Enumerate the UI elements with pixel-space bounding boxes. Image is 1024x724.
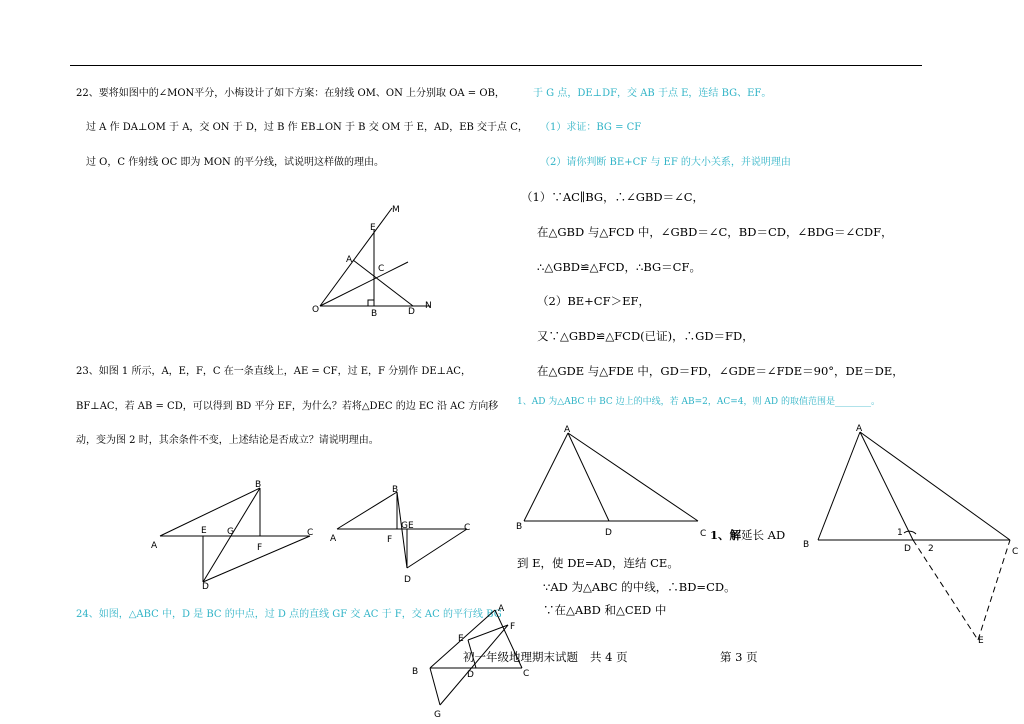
segment-ab (818, 432, 860, 540)
q23-line2: BF⊥AC，若 AB = CD，可以得到 BD 平分 EF，为什么？若将△DEC 的边 EC 沿 AC 方向移 (76, 401, 499, 412)
left-label-c: C (700, 529, 707, 539)
q23-figure-2 (325, 480, 485, 590)
q22-line1: 22、要将如图中的∠MON平分，小梅设计了如下方案：在射线 OM、ON 上分别取 OA = OB， (76, 88, 505, 99)
q23-line3: 动，变为图 2 时，其余条件不变，上述结论是否成立？请说明理由。 (76, 435, 379, 446)
q1-solution-a-bold: 1、解 (710, 528, 742, 542)
segment-ad (568, 433, 609, 521)
q22-line3: 过 O，C 作射线 OC 即为 MON 的平分线，试说明这样做的理由。 (86, 157, 384, 168)
segment-bg (430, 668, 440, 705)
label-e: E (370, 223, 376, 233)
right-label-c: C (1012, 547, 1019, 557)
q23-line1: 23、如图 1 所示，A，E，F，C 在一条直线上，AE = CF，过 E，F 分别作 DE⊥AC， (76, 366, 471, 377)
solution-step-6: 在△GDE 与△FDE 中，GD＝FD，∠GDE＝∠FDE＝90°，DE＝DE， (537, 364, 904, 378)
right-label-a: A (856, 424, 863, 434)
label-c: C (378, 264, 385, 274)
segment-gf (440, 625, 508, 705)
fig-label-e: E (458, 634, 464, 644)
q1-text: 1、AD 为△ABC 中 BC 边上的中线，若 AB=2，AC=4，则 AD 的取值范围是________。 (517, 397, 880, 407)
fig2-label-d: D (404, 575, 411, 585)
fig1-label-f: F (257, 543, 263, 553)
label-a: A (346, 255, 353, 265)
segment-de-dashed (913, 540, 978, 640)
fig1-label-d: D (202, 582, 209, 592)
fig2-label-c: C (464, 523, 471, 533)
q24-line1: 24、如图，△ABC 中，D 是 BC 的中点，过 D 点的直线 GF 交 AC 于 F，交 AC 的平行线 BG (76, 609, 502, 620)
segment-ce-dashed (978, 540, 1010, 640)
fig-label-f: F (510, 622, 516, 632)
right-angle-mark (368, 300, 374, 306)
footer-page-number: 第 3 页 (720, 650, 758, 664)
left-label-a: A (564, 425, 571, 435)
fig-label-b: B (412, 667, 419, 677)
right-label-d: D (904, 544, 911, 554)
segment-ab (524, 433, 568, 521)
angle-label-1: 1 (897, 528, 903, 538)
q24-line2: 于 G 点，DE⊥DF，交 AB 于点 E，连结 BG、EF。 (533, 88, 772, 99)
label-m: M (392, 205, 400, 215)
fig1-label-e: E (201, 526, 207, 536)
angle-label-2: 2 (928, 544, 934, 554)
footer-title: 初一年级地理期末试题 (463, 650, 578, 664)
fig-label-d: D (467, 670, 474, 680)
fig1-label-g: G (227, 527, 234, 537)
solution-step-4: （2）BE+CF＞EF， (537, 294, 650, 308)
left-label-b: B (516, 522, 523, 532)
ray-om (320, 208, 392, 306)
solution-step-2: 在△GBD 与△FCD 中，∠GBD＝∠C，BD＝CD，∠BDG＝∠CDF， (537, 225, 893, 239)
q1-solution-b: 延长 AD (741, 528, 786, 542)
q1-figure-left (512, 425, 712, 540)
label-o: O (312, 305, 320, 315)
segment-ab (337, 492, 397, 529)
footer-total-pages: 共 4 页 (590, 650, 628, 664)
label-b: B (371, 309, 378, 319)
q23-figure-1 (145, 475, 325, 590)
q1-solution-e: ∵在△ABD 和△CED 中 (543, 603, 667, 617)
fig1-label-a: A (151, 541, 158, 551)
q22-line2: 过 A 作 DA⊥OM 于 A，交 ON 于 D，过 B 作 EB⊥ON 于 B 交 OM 于 E，AD，EB 交于点 C， (86, 122, 528, 133)
solution-step-1: （1）∵AC∥BG，∴∠GBD＝∠C， (521, 190, 705, 204)
segment-ac (860, 432, 1010, 540)
q22-figure (300, 200, 450, 320)
fig2-label-b: B (392, 485, 399, 495)
segment-dc (407, 529, 467, 568)
solution-step-3: ∴△GBD≌△FCD，∴BG＝CF。 (537, 260, 701, 274)
fig-label-a: A (498, 604, 505, 614)
q1-figure-right (800, 420, 1022, 645)
segment-ad (860, 432, 913, 540)
fig1-label-b: B (255, 480, 262, 490)
fig2-label-ge: GE (401, 521, 414, 531)
fig2-label-a: A (330, 534, 337, 544)
fig-label-g: G (434, 710, 441, 720)
fig1-label-c: C (307, 528, 314, 538)
segment-ac (568, 433, 698, 521)
label-d: D (408, 307, 415, 317)
left-label-d: D (605, 528, 612, 538)
q24-sub1: （1）求证：BG = CF (540, 122, 642, 133)
fig2-label-f: F (387, 535, 393, 545)
q1-solution-c: 到 E，使 DE=AD，连结 CE。 (517, 556, 679, 570)
header-rule (70, 65, 922, 66)
q24-sub2: （2）请你判断 BE+CF 与 EF 的大小关系，并说明理由 (540, 157, 791, 168)
solution-step-5: 又∵△GBD≌△FCD(已证)，∴GD＝FD， (537, 329, 754, 343)
fig-label-c: C (523, 669, 530, 679)
right-label-e: E (978, 636, 984, 646)
right-label-b: B (803, 540, 810, 550)
q1-solution-d: ∵AD 为△ABC 的中线，∴BD=CD。 (543, 580, 736, 594)
label-n: N (425, 301, 432, 311)
q1-solution-a (710, 528, 785, 542)
